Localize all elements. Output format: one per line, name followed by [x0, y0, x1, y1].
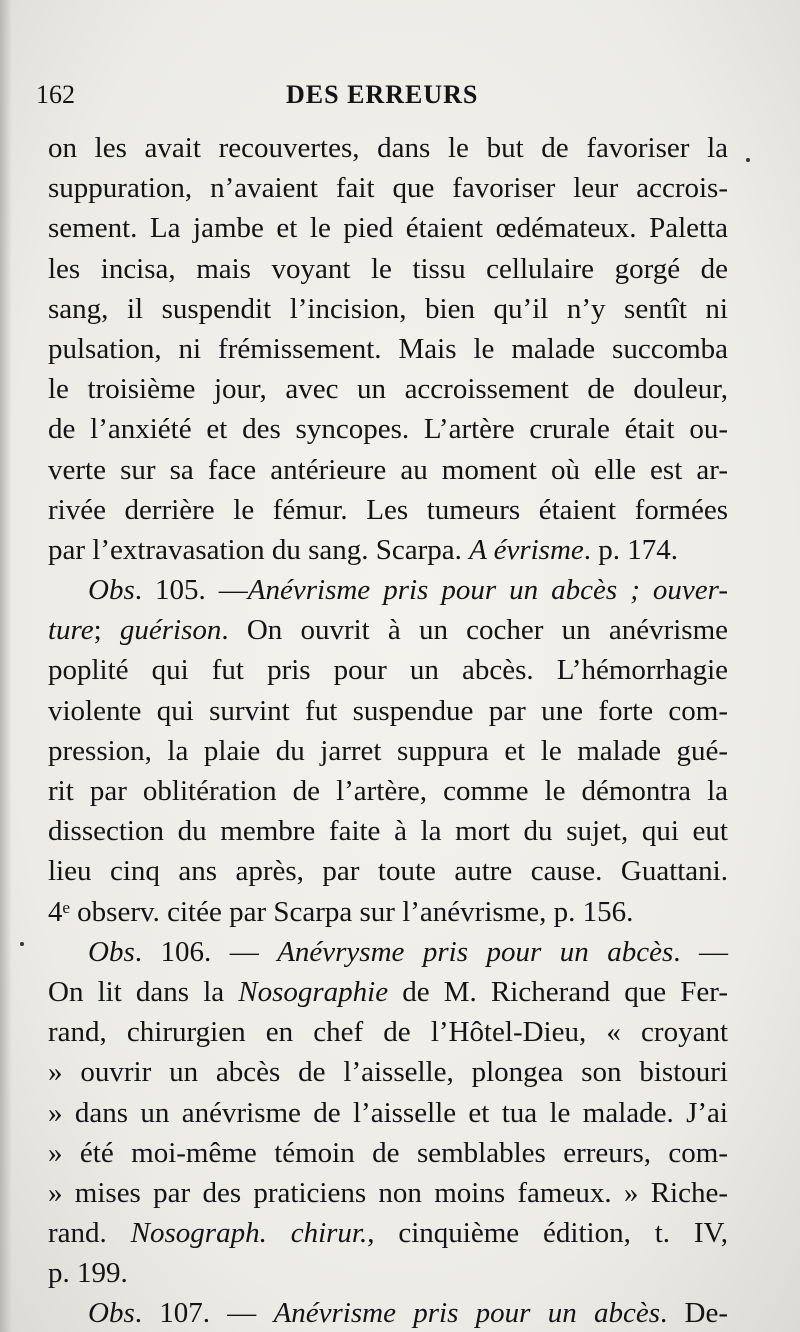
text-line	[48, 530, 728, 570]
text-line	[48, 1133, 728, 1173]
text-line	[48, 932, 728, 972]
italic-text-span: A évrisme	[469, 533, 584, 566]
text-line	[48, 1093, 728, 1133]
text-span: . 106. —	[134, 935, 278, 968]
page-header	[36, 80, 726, 120]
text-span: rivée derrière le fémur. Les tumeurs étaient formées	[48, 493, 728, 526]
text-line	[48, 1253, 728, 1293]
ink-speck	[746, 158, 750, 162]
text-line	[48, 369, 728, 409]
text-span: on les avait recouvertes, dans le but de favoriser la	[48, 132, 728, 164]
text-span: rand, chirurgien en chef de l’Hôtel-Dieu, « croyant	[48, 1016, 728, 1049]
text-line	[48, 610, 728, 650]
italic-text-span: Obs	[88, 1297, 135, 1330]
text-line	[48, 208, 728, 248]
italic-text-span: ture	[48, 614, 94, 647]
page-number: 162	[36, 80, 75, 109]
text-span: de l’anxiété et des syncopes. L’artère crurale était ou-	[48, 413, 728, 446]
text-span: 4ᵉ observ. citée par Scarpa sur l’anévrisme, p. 156.	[48, 895, 634, 928]
text-line	[48, 128, 728, 168]
text-line	[48, 168, 728, 208]
text-line	[48, 972, 728, 1012]
italic-text-span: Obs	[88, 574, 135, 607]
text-span: » été moi-même témoin de semblables erreurs, com-	[48, 1136, 728, 1169]
text-span: pulsation, ni frémissement. Mais le malade succomba	[48, 332, 728, 365]
text-line	[48, 329, 728, 369]
text-line	[48, 731, 728, 771]
text-span: dissection du membre faite à la mort du sujet, qui eut	[48, 815, 728, 848]
text-span: le troisième jour, avec un accroissement de douleur,	[48, 373, 728, 406]
text-span: » ouvrir un abcès de l’aisselle, plongea son bistouri	[48, 1056, 728, 1089]
text-line	[48, 1173, 728, 1213]
text-span: . 107. —	[134, 1297, 274, 1330]
text-span: violente qui survint fut suspendue par une forte com-	[48, 694, 728, 727]
italic-text-span: Anévrisme pris pour un abcès	[273, 1297, 660, 1330]
text-span: par l’extravasation du sang. Scarpa.	[48, 533, 470, 566]
text-span: sang, il suspendit l’incision, bien qu’il n’y sentît ni	[48, 292, 728, 325]
text-line	[48, 691, 728, 731]
text-span: » dans un anévrisme de l’aisselle et tua le malade. J’ai	[48, 1096, 728, 1129]
text-line	[48, 1012, 728, 1052]
text-line	[48, 570, 728, 610]
text-line	[48, 892, 728, 932]
italic-text-span: Anévrysme pris pour un abcès	[277, 935, 674, 968]
text-line	[48, 650, 728, 690]
text-line	[48, 289, 728, 329]
text-span: rit par oblitération de l’artère, comme le démontra la	[48, 775, 728, 807]
text-span: . De-	[660, 1297, 728, 1330]
text-line	[48, 851, 728, 891]
text-span: pression, la plaie du jarret suppura et le malade gué-	[48, 734, 728, 767]
italic-text-span: Nosographie	[238, 975, 389, 1008]
text-span: . On ouvrit à un cocher un anévrisme	[221, 614, 728, 647]
text-span: suppuration, n’avaient fait que favoriser leur accrois-	[48, 172, 728, 205]
body-text	[48, 128, 728, 1332]
text-span: , cinquième édition, t. IV,	[367, 1217, 729, 1250]
text-span: de M. Richerand que Fer-	[388, 975, 728, 1008]
text-span: p. 199.	[48, 1257, 128, 1290]
text-line	[48, 409, 728, 449]
text-line	[48, 1213, 728, 1253]
italic-text-span: Nosograph. chirur.	[130, 1217, 368, 1250]
text-span: sement. La jambe et le pied étaient œdémateux. Paletta	[48, 212, 728, 245]
ink-speck	[20, 942, 24, 946]
text-span: verte sur sa face antérieure au moment où elle est ar-	[48, 453, 728, 486]
text-span: On lit dans la	[48, 975, 239, 1008]
text-span: . 105. —	[134, 574, 248, 607]
text-span: rand.	[48, 1217, 131, 1250]
text-line	[48, 1293, 728, 1332]
text-line	[48, 490, 728, 530]
text-line	[48, 249, 728, 289]
text-span: . —	[673, 935, 729, 968]
text-span: lieu cinq ans après, par toute autre cause. Guattani.	[48, 855, 728, 888]
text-span: les incisa, mais voyant le tissu cellulaire gorgé de	[48, 252, 728, 285]
text-line	[48, 450, 728, 490]
text-span: » mises par des praticiens non moins fameux. » Riche-	[48, 1176, 728, 1209]
text-span: ;	[93, 614, 120, 647]
italic-text-span: Anévrisme pris pour un abcès ; ouver-	[247, 574, 729, 607]
text-span: . p. 174.	[583, 533, 679, 566]
page-shadow-edge	[0, 0, 12, 1332]
text-line	[48, 771, 728, 811]
running-title: DES ERREURS	[286, 80, 479, 109]
text-span: poplité qui fut pris pour un abcès. L’hémorrhagie	[48, 654, 728, 687]
text-line	[48, 811, 728, 851]
italic-text-span: guérison	[119, 614, 222, 647]
italic-text-span: Obs	[88, 935, 135, 968]
text-line	[48, 1052, 728, 1092]
